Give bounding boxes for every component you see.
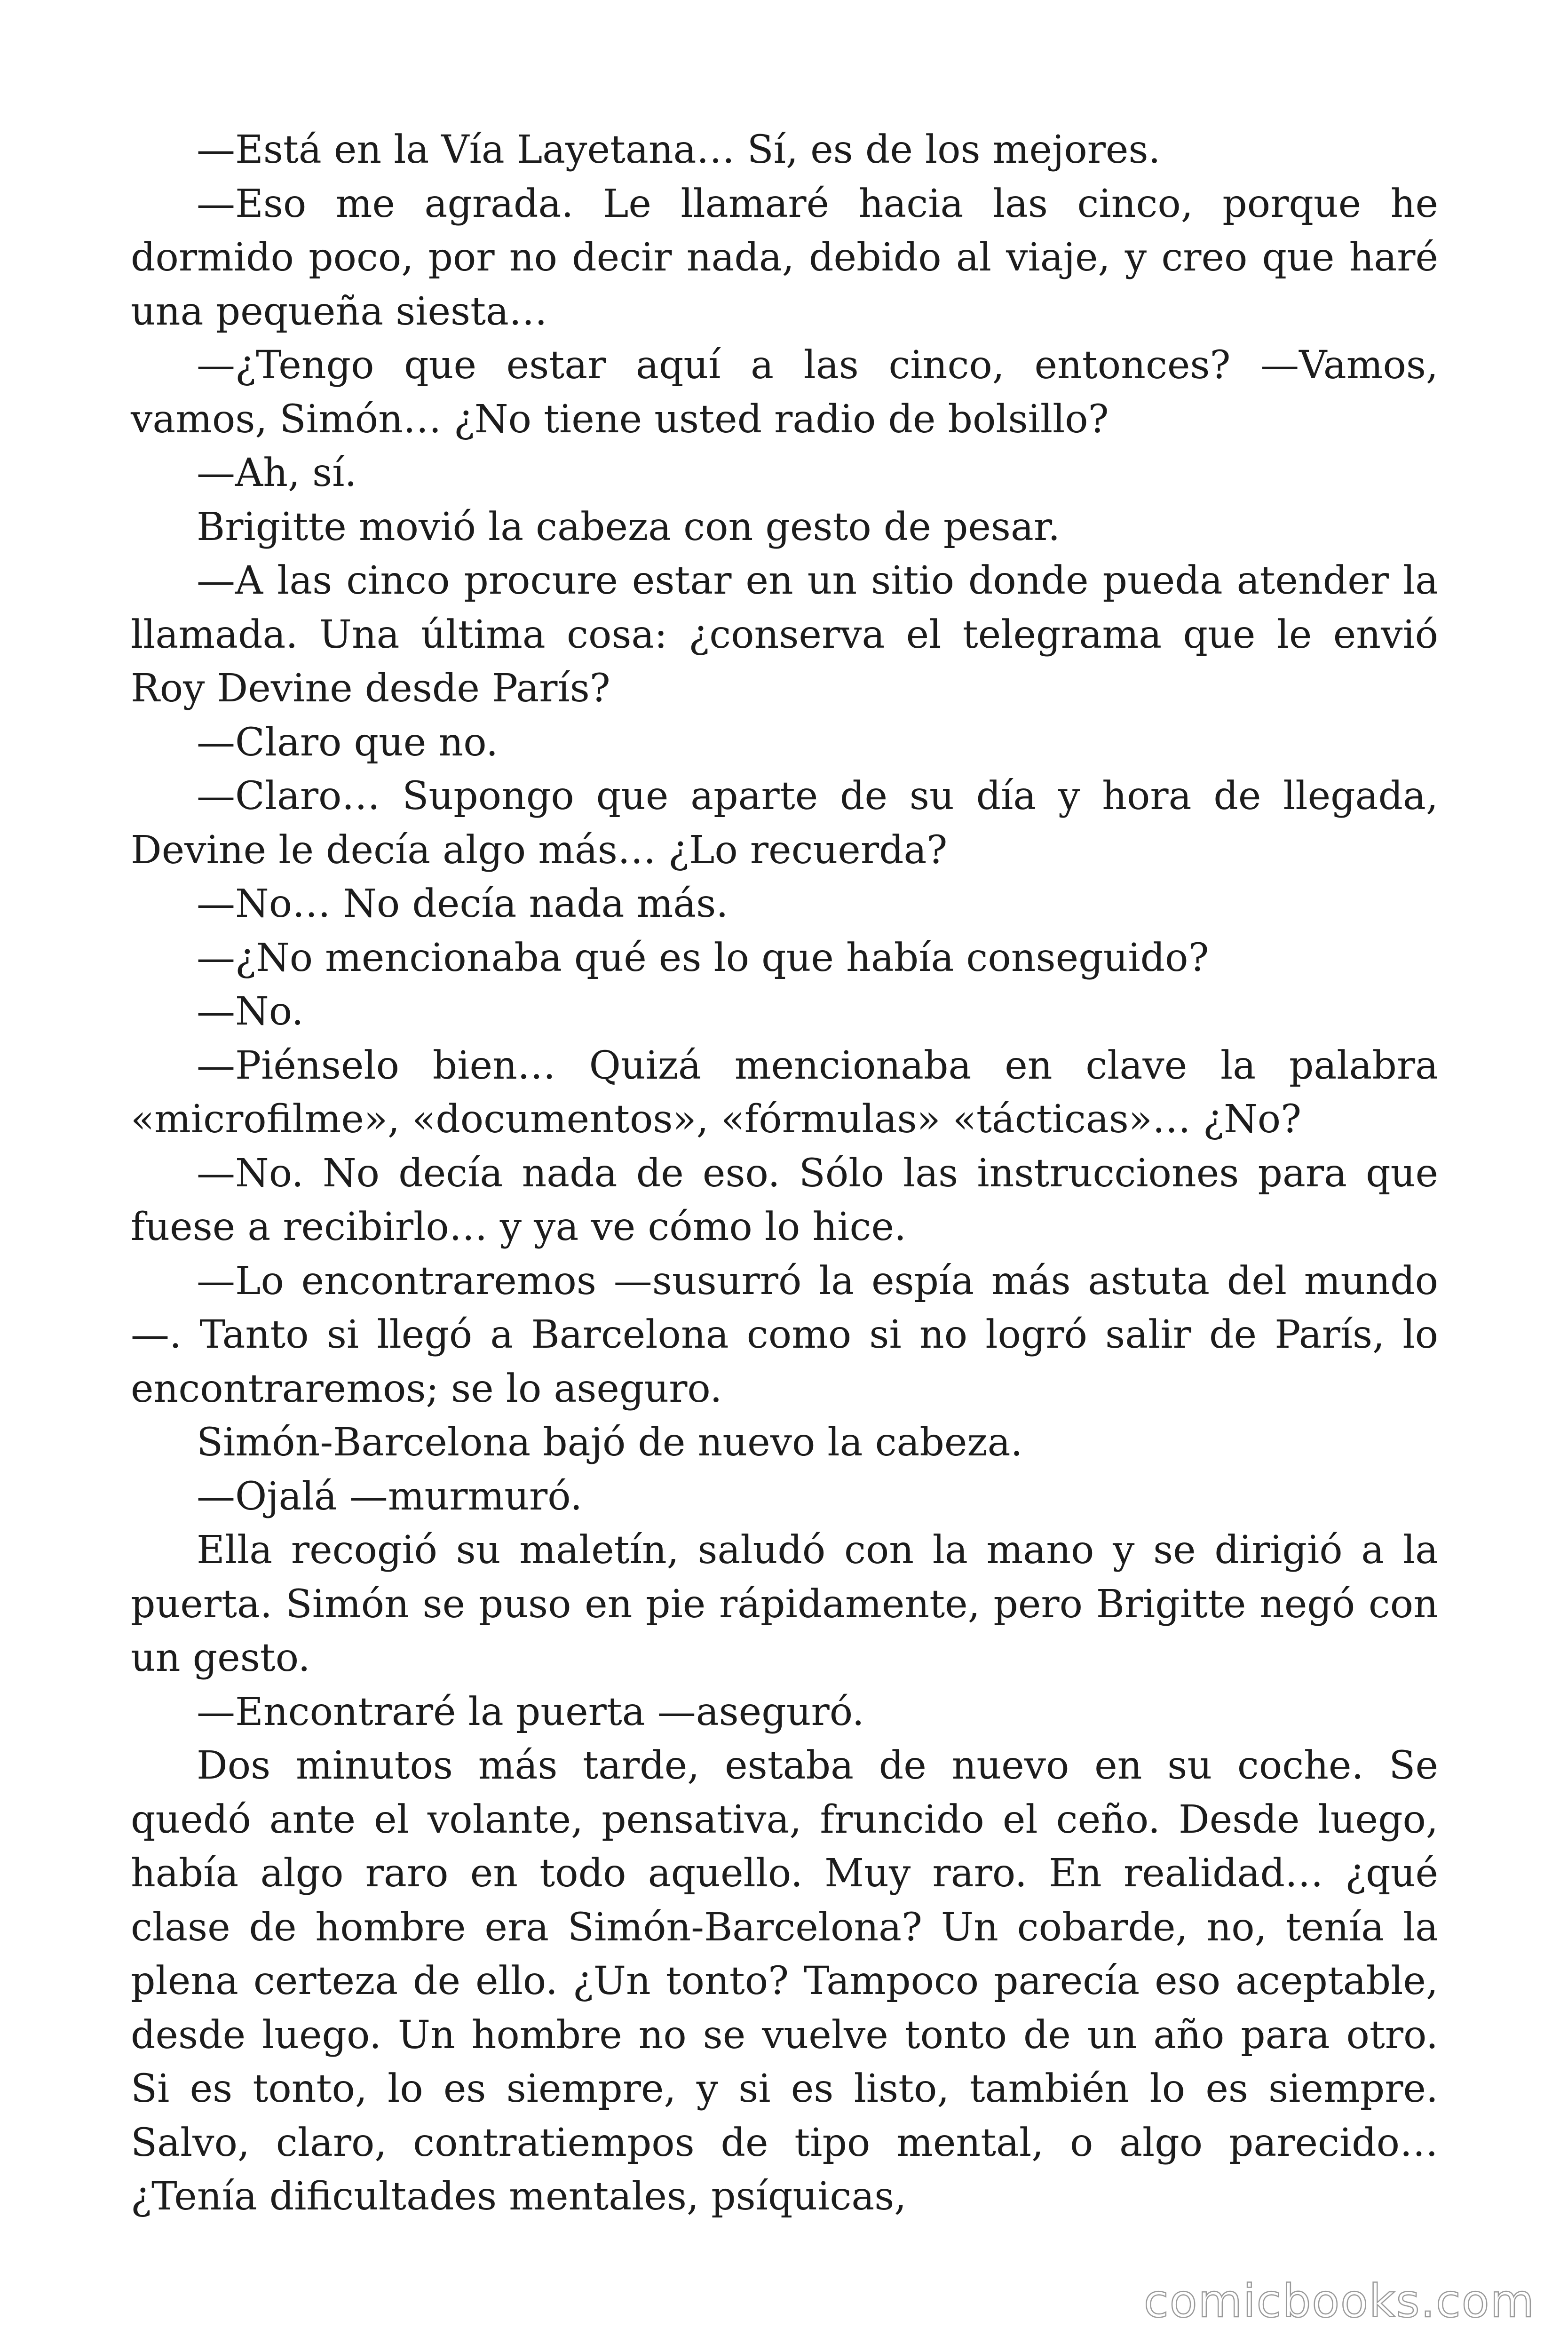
watermark: comicbooks.com: [1143, 2275, 1535, 2328]
paragraph: —No… No decía nada más.: [197, 882, 729, 926]
paragraph: —A las cinco procure estar en un sitio donde pueda atender la llamada. Una última cosa: ¿conserva el telegrama que le envió Roy Devine desde París?: [131, 558, 1438, 711]
page-body: [131, 123, 1438, 2224]
paragraph: —Ojalá —murmuró.: [197, 1474, 583, 1519]
paragraph: —¿Tengo que estar aquí a las cinco, entonces? —Vamos, vamos, Simón… ¿No tiene usted radio de bolsillo?: [131, 343, 1438, 442]
paragraph: —Está en la Vía Layetana… Sí, es de los mejores.: [197, 127, 1161, 172]
paragraph: —¿No mencionaba qué es lo que había conseguido?: [197, 935, 1209, 980]
paragraph: Brigitte movió la cabeza con gesto de pesar.: [197, 504, 1061, 549]
paragraph: —Eso me agrada. Le llamaré hacia las cinco, porque he dormido poco, por no decir nada, debido al viaje, y creo que haré una pequeña siesta…: [131, 181, 1438, 334]
paragraph: —Piénselo bien… Quizá mencionaba en clave la palabra «microfilme», «documentos», «fórmulas» «tácticas»… ¿No?: [131, 1043, 1438, 1142]
paragraph: —Encontraré la puerta —aseguró.: [197, 1689, 864, 1734]
paragraph: —Lo encontraremos —susurró la espía más astuta del mundo—. Tanto si llegó a Barcelona como si no logró salir de París, lo encontraremos; se lo aseguro.: [131, 1258, 1438, 1411]
paragraph: Ella recogió su maletín, saludó con la mano y se dirigió a la puerta. Simón se puso en pie rápidamente, pero Brigitte negó con un gesto.: [131, 1528, 1438, 1680]
paragraph: —No.: [197, 989, 304, 1034]
paragraph: Simón-Barcelona bajó de nuevo la cabeza.: [197, 1420, 1023, 1465]
paragraph: —Ah, sí.: [197, 451, 357, 495]
paragraph: —Claro… Supongo que aparte de su día y hora de llegada, Devine le decía algo más… ¿Lo recuerda?: [131, 774, 1438, 873]
paragraph: —No. No decía nada de eso. Sólo las instrucciones para que fuese a recibirlo… y ya ve cómo lo hice.: [131, 1151, 1438, 1249]
paragraph: —Claro que no.: [197, 720, 499, 765]
paragraph: Dos minutos más tarde, estaba de nuevo en su coche. Se quedó ante el volante, pensativa, fruncido el ceño. Desde luego, había algo raro en todo aquello. Muy raro. En realidad… ¿qué clase de hombre era Simón-Barcelona? Un cobarde, no, tenía la plena certeza de ello. ¿Un tonto? Tampoco parecía eso aceptable, desde luego. Un hombre no se vuelve tonto de un año para otro. Si es tonto, lo es siempre, y si es listo, también lo es siempre. Salvo, claro, contratiempos de tipo mental, o algo parecido… ¿Tenía dificultades mentales, psíquicas,: [131, 1743, 1438, 2219]
